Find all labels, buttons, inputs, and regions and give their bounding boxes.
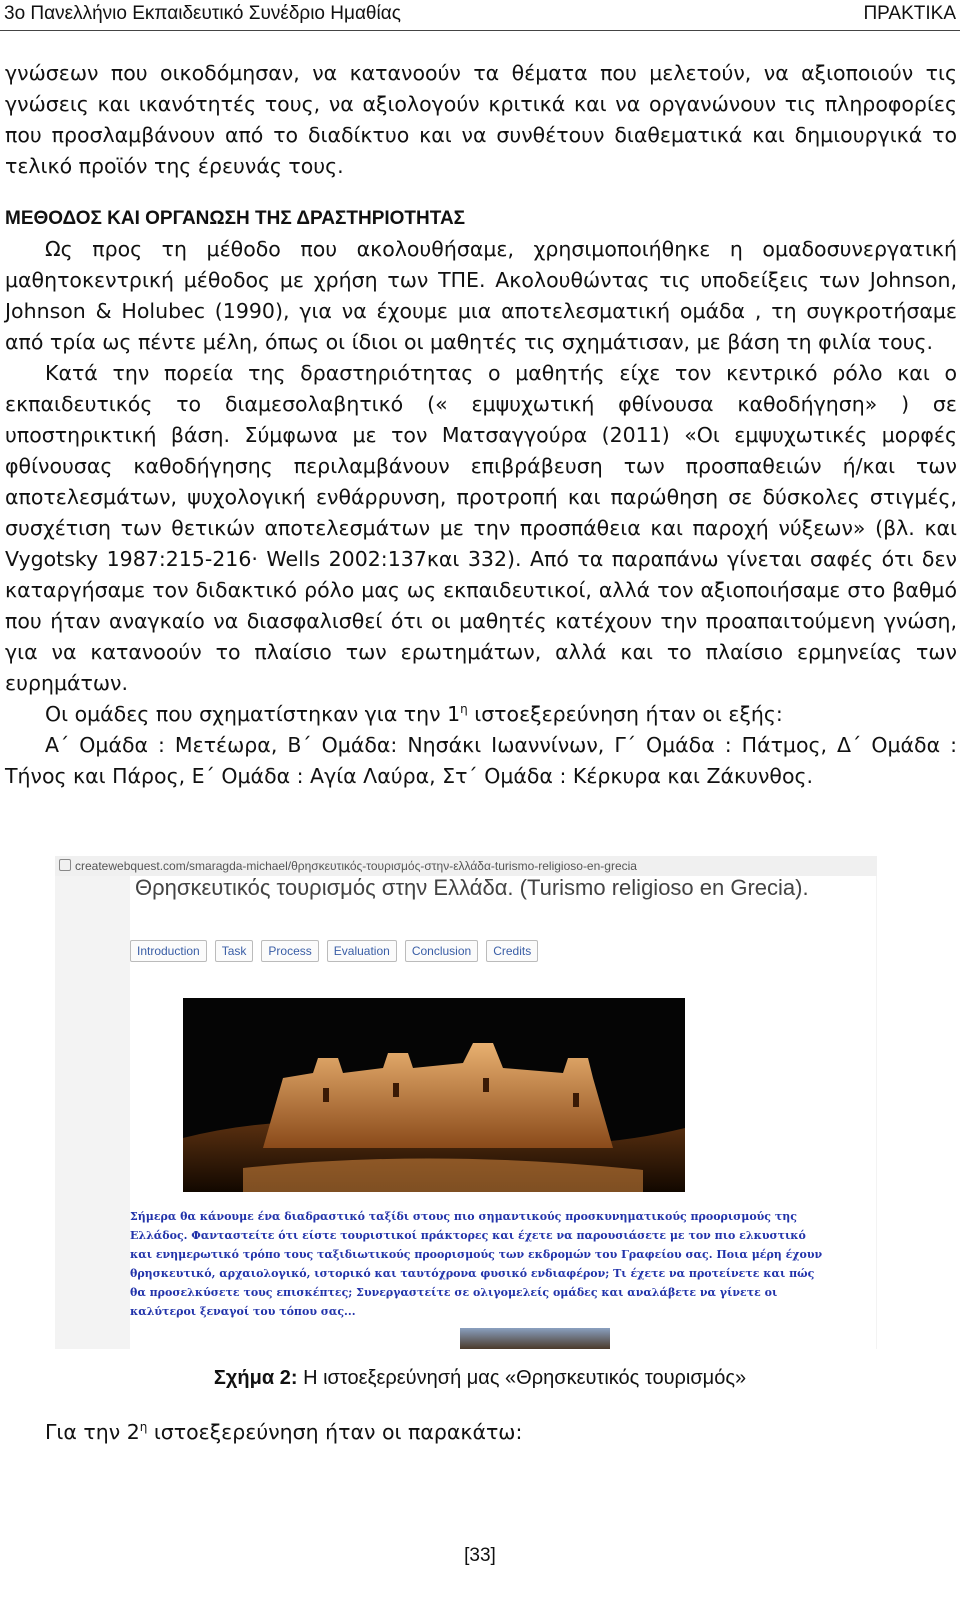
webquest-screenshot-figure bbox=[55, 856, 877, 1349]
tab-credits[interactable]: Credits bbox=[486, 940, 538, 962]
second-photo-strip bbox=[460, 1328, 610, 1349]
paragraph-groups-intro: Οι ομάδες που σχηματίστηκαν για την $1^\eta$ ιστοεξερεύνηση ήταν οι εξής: bbox=[45, 702, 783, 726]
caption-text: Η ιστοεξερεύνησή μας «Θρησκευτικός τουρισμός» bbox=[297, 1367, 747, 1389]
caption-label: Σχήμα 2: bbox=[213, 1367, 298, 1389]
tab-process[interactable]: Process bbox=[261, 940, 318, 962]
tab-conclusion[interactable]: Conclusion bbox=[405, 940, 478, 962]
paragraph-role: Κατά την πορεία της δραστηριότητας ο μαθητής είχε τον κεντρικό ρόλο και ο εκπαιδευτικός το διαμεσολαβητικό (« εμψυχωτική φθίνουσα καθοδήγηση» ) σε υποστηρικτική βάση. Σύμφωνα με τον Ματσαγγούρα (2011) «Οι εμψυχωτικές μορφές φθίνουσας καθοδήγησης περιλαμβάνουν επιβράβευση των προσπαθειών ή/και των αποτελεσμάτων, ψυχολογική ενθάρρυνση, προτροπή και παρώθηση σε δύσκολες στιγμές, συσχέτιση των θετικών αποτελεσμάτων με την προσπάθεια και παροχή νύξεων» (βλ. και Vygotsky 1987:215-216· Wells 2002:137και 332). Από τα παραπάνω γίνεται σαφές ότι δεν καταργήσαμε τον διδακτικό ρόλο μας ως εκπαιδευτικοί, αλλά τον αξιοποιήσαμε στο βαθμό που ήταν αναγκαίο να διασφαλισθεί ότι οι μαθητές κατέχουν την προαπαιτούμενη γνώση, για να κατανοούν το πλαίσιο των ερωτημάτων, αλλά και το πλαίσιο ερμηνείας των ευρημάτων. bbox=[5, 361, 957, 695]
castle-illustration bbox=[183, 998, 685, 1192]
main-text-block bbox=[5, 234, 957, 792]
webquest-tabs bbox=[130, 940, 538, 962]
tab-task[interactable]: Task bbox=[215, 940, 254, 962]
section-heading: ΜΕΘΟΔΟΣ ΚΑΙ ΟΡΓΑΝΩΣΗ ΤΗΣ ΔΡΑΣΤΗΡΙΟΤΗΤΑΣ bbox=[5, 208, 466, 229]
page-icon bbox=[59, 859, 71, 871]
tab-evaluation[interactable]: Evaluation bbox=[327, 940, 397, 962]
page-number: [33] bbox=[464, 1545, 496, 1566]
intro-paragraph: γνώσεων που οικοδόμησαν, να κατανοούν τα θέματα που μελετούν, να αξιοποιούν τις γνώσεις και ικανότητές τους, να αξιολογούν κριτικά και να οργανώνουν τις πληροφορίες που προσλαμβάνουν από το διαδίκτυο και να συνθέτουν διαθεματικά και δημιουργικά το τελικό προϊόν της έρευνάς τους. bbox=[5, 61, 957, 178]
webquest-title: Θρησκευτικός τουρισμός στην Ελλάδα. (Turismo religioso en Grecia). bbox=[135, 875, 809, 900]
castle-night-photo bbox=[183, 998, 685, 1192]
paragraph-method: Ως προς τη μέθοδο που ακολουθήσαμε, χρησιμοποιήθηκε η ομαδοσυνεργατική μαθητοκεντρική μέθοδος με χρήση των ΤΠΕ. Ακολουθώντας τις υποδείξεις των Johnson, Johnson & Holubec (1990), για να έχουμε μια αποτελεσματική ομάδα , τη συγκροτήσαμε από τρία ως πέντε μέλη, όπως οι ίδιοι οι μαθητές τις σχημάτισαν, με βάση τη φιλία τους. bbox=[5, 237, 957, 354]
url-text: createwebquest.com/smaragda-michael/θρησκευτικός-τουρισμός-στην-ελλάδα-turismo-religioso-en-grecia bbox=[75, 859, 637, 873]
figure-caption bbox=[0, 1367, 960, 1390]
proceedings-label: ΠΡΑΚΤΙΚΑ bbox=[863, 3, 956, 24]
tab-introduction[interactable]: Introduction bbox=[130, 940, 207, 962]
paragraph-groups-list: Α΄ Ομάδα : Μετέωρα, Β΄ Ομάδα: Νησάκι Ιωαννίνων, Γ΄ Ομάδα : Πάτμος, Δ΄ Ομάδα : Τήνος και Πάρος, Ε΄ Ομάδα : Αγία Λαύρα, Στ΄ Ομάδα : Κέρκυρα και Ζάκυνθος. bbox=[5, 733, 957, 788]
second-webquest-intro: Για την $2^\eta$ ιστοεξερεύνηση ήταν οι παρακάτω: bbox=[45, 1420, 523, 1444]
url-bar bbox=[55, 856, 877, 876]
running-header bbox=[0, 0, 960, 31]
conference-title: 3ο Πανελλήνιο Εκπαιδευτικό Συνέδριο Ημαθίας bbox=[4, 3, 401, 24]
webquest-page bbox=[130, 876, 876, 1349]
intro-paragraph-block bbox=[5, 58, 957, 182]
webquest-description: Σήμερα θα κάνουμε ένα διαδραστικό ταξίδι στους πιο σημαντικούς προσκυνηματικούς προορισμούς της Ελλάδος. Φανταστείτε ότι είστε τουριστικοί πράκτορες και έχετε να παρουσιάσετε με τον πιο ελκυστικό και ενημερωτικό τρόπο τους ταξιδιωτικούς προορισμούς των εκδρομών του Γραφείου σας. Ποια μέρη έχουν θρησκευτικό, αρχαιολογικό, ιστορικό και ταυτόχρονα φυσικό ενδιαφέρον; Τι έχετε να προτείνετε και πώς θα προσελκύσετε τους επισκέπτες; Συνεργαστείτε σε ολιγομελείς ομάδες και αναλάβετε να γίνετε οι καλύτεροι ξεναγοί του τόπου σας... bbox=[130, 1210, 823, 1318]
